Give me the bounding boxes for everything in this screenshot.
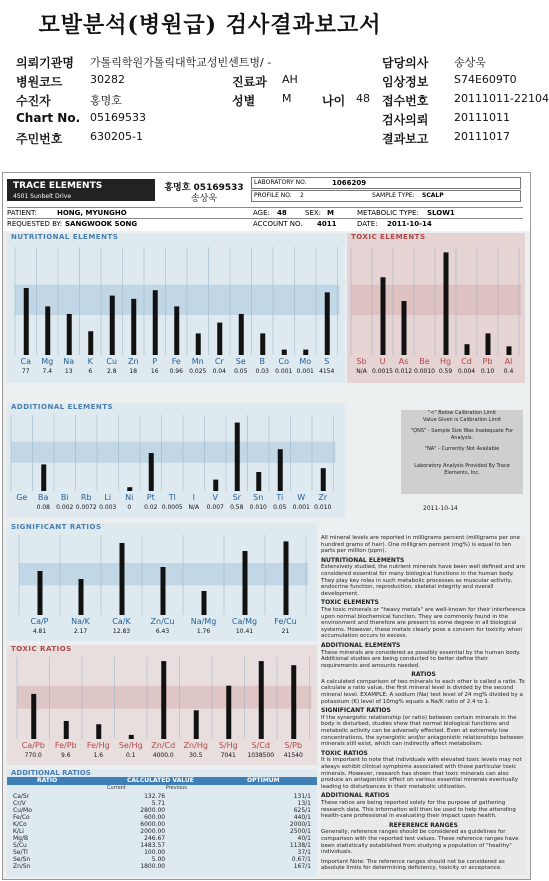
receipt-value: 20111011-22104 [454, 92, 549, 105]
ratio-name: Mg/B [13, 835, 29, 842]
ratio-name: Cr/V [13, 800, 26, 807]
bar-V [213, 480, 218, 491]
ratio-current: 132.76 [144, 793, 166, 800]
value-Fe/Pb: 9.6 [60, 752, 71, 759]
ratio-current: 6000.00 [140, 821, 166, 828]
bar-Mg [45, 306, 50, 355]
label-Ca: Ca [20, 357, 31, 366]
label-Sr: Sr [232, 493, 241, 502]
ratio-row [11, 842, 313, 849]
patient-label: 수진자 [16, 94, 51, 108]
bar-Ca [24, 288, 29, 355]
value-W: 0.001 [292, 504, 310, 511]
ratio-optimum: 625/1 [293, 807, 311, 814]
ratio-previous [167, 807, 230, 814]
bar-Co [282, 350, 287, 355]
bar-Na/K [79, 579, 84, 615]
value-Na: 13 [64, 368, 73, 375]
value-Na/K: 2.17 [73, 628, 88, 635]
label-Ca/P: Ca/P [30, 617, 49, 626]
dept-label: 진료과 [232, 75, 267, 89]
bar-Pt [149, 453, 154, 491]
ratio-previous [167, 849, 230, 856]
label-Cr: Cr [214, 357, 224, 366]
ratio-row [11, 821, 313, 828]
bar-Cr [217, 323, 222, 355]
label-Cd: Cd [461, 357, 472, 366]
bar-As [402, 301, 407, 355]
chart-no-label: Chart No. [16, 111, 81, 125]
ratio-row [11, 807, 313, 814]
bar-Zn/Cd [161, 661, 166, 739]
legend-box: "<" Below Calibration Limit Value Given is Calibration Limit "QNS" - Sample Size Was Inadequate For Analysis. "NA" - Currently Not Available Laboratory Analysis Provided By Trace Elements, Inc. [401, 410, 523, 494]
resident-id-label: 주민번호 [16, 132, 63, 146]
significant-chart [7, 523, 317, 641]
ratio-optimum: 2500/1 [289, 828, 311, 835]
label-Se/Hg: Se/Hg [118, 741, 143, 750]
value-Pt: 0.02 [144, 504, 158, 511]
value-Sr: 0.58 [230, 504, 244, 511]
label-Ca/Pb: Ca/Pb [21, 741, 45, 750]
report-title: 모발분석(병원급) 검사결과보고서 [38, 12, 382, 38]
report-date-label: 결과보고 [382, 132, 429, 146]
label-W: W [297, 493, 306, 502]
bar-Ti [278, 449, 283, 491]
value-B: 0.03 [255, 368, 269, 375]
bar-Ca/P [38, 571, 43, 615]
sex-value: M [282, 92, 292, 105]
bar-B [260, 333, 265, 355]
bar-Ca/Mg [243, 551, 248, 615]
age-value: 48 [356, 92, 370, 105]
label-Sb: Sb [356, 357, 367, 366]
value-Mn: 0.025 [189, 368, 207, 375]
label-Hg: Hg [439, 357, 452, 366]
additional-ratios-table [11, 793, 313, 870]
bar-Sn [256, 472, 261, 491]
ratio-optimum: 40/1 [297, 835, 311, 842]
bar-Fe/Hg [96, 724, 101, 739]
additional-ratios-panel: ADDITIONAL RATIOS RATIO CALCULATED VALUE OPTIMUM Current Previous Ca/Sr 132.76 131/1 Cr/V 5.71 13/1 Cu/Mo 2800.00 625/1 Fe/Co 600.00 440/1 K/Co 6000.00 2000/1 K/Li 2000.00 2500/1 Mg/B 246.67 40/1 S/Cu 1483.57 1138/1 Se/Tl 100.00 37/1 Se/Sn 5.00 0.67/1 Zn/Sn 1800.00 167/1 [7, 769, 317, 877]
bar-S/Cd [259, 661, 264, 739]
ratio-current: 246.67 [144, 835, 166, 842]
ratio-previous [167, 814, 230, 821]
signature-date: 2011-10-14 [423, 505, 458, 512]
label-Zn/Hg: Zn/Hg [183, 741, 208, 750]
ratio-name: S/Cu [13, 842, 27, 849]
ratio-name: Ca/Sr [13, 793, 30, 800]
value-Sn: 0.010 [249, 504, 267, 511]
label-Li: Li [104, 493, 112, 502]
label-Se: Se [235, 357, 246, 366]
bar-Cd [465, 344, 470, 355]
additional-ratios-title: ADDITIONAL RATIOS [11, 769, 91, 777]
value-Zn/Cu: 6.43 [155, 628, 170, 635]
ratio-current: 5.00 [151, 856, 166, 863]
label-U: U [379, 357, 386, 366]
label-Sn: Sn [253, 493, 264, 502]
significant-ratios-panel [7, 523, 317, 641]
value-Mo: 0.001 [296, 368, 314, 375]
bar-Zn/Cu [161, 567, 166, 615]
value-Fe/Cu: 21 [281, 628, 290, 635]
resident-id-value: 630205-1 [90, 130, 143, 143]
value-Cr: 0.04 [212, 368, 226, 375]
value-Zn/Hg: 30.5 [189, 752, 203, 759]
label-Pt: Pt [146, 493, 155, 502]
significant-title: SIGNIFICANT RATIOS [11, 523, 102, 531]
ratio-current: 2800.00 [140, 807, 166, 814]
patient-value: 홍명호 [90, 94, 122, 107]
bar-P [153, 290, 158, 355]
value-U: 0.0015 [372, 368, 393, 375]
request-date-value: 20111011 [454, 111, 510, 124]
bar-Fe [174, 306, 179, 355]
sex-label: 성별 [232, 94, 256, 108]
label-I: I [192, 493, 195, 502]
additional-chart [7, 403, 345, 518]
value-Ca/Pb: 770.0 [24, 752, 42, 759]
institution-value: 가톨릭학원가톨릭대학교성빈센트병/ - [90, 56, 272, 69]
toxic-ratios-panel [7, 645, 317, 765]
report-date-value: 20111017 [454, 130, 510, 143]
value-Ca: 77 [21, 368, 30, 375]
label-B: B [259, 357, 265, 366]
lab-logo: TRACE ELEMENTS 4501 Sunbelt Drive [7, 179, 155, 201]
hair-analysis-report-scan [2, 172, 531, 880]
value-As: 0.012 [394, 368, 413, 375]
value-Be: 0.0010 [414, 368, 435, 375]
ratio-name: Se/Sn [13, 856, 31, 863]
ratio-previous [167, 828, 230, 835]
value-Zn: 18 [129, 368, 138, 375]
ratio-name: Zn/Sn [13, 863, 31, 870]
value-Tl: 0.0005 [161, 504, 183, 511]
bar-Se/Hg [129, 735, 134, 739]
ratio-optimum: 1138/1 [289, 842, 311, 849]
ratio-previous [167, 835, 230, 842]
value-P: 16 [150, 368, 159, 375]
ratio-previous [167, 842, 230, 849]
doctor-label: 담당의사 [382, 56, 429, 70]
ratio-previous [167, 856, 230, 863]
bar-Se [239, 314, 244, 355]
patient-stamp: 홍명호 05169533 송상욱 [164, 183, 244, 204]
value-Se: 0.05 [234, 368, 248, 375]
value-Ti: 0.05 [273, 504, 287, 511]
normal-range-band [351, 285, 521, 315]
ratio-previous [167, 800, 230, 807]
nutritional-chart [7, 233, 345, 383]
value-Ca/Mg: 10.41 [235, 628, 254, 635]
value-Sb: N/A [356, 368, 367, 375]
bar-Sr [235, 423, 240, 491]
value-I: N/A [188, 504, 200, 511]
ratio-optimum: 0.67/1 [291, 856, 311, 863]
value-Li: 0.003 [99, 504, 117, 511]
label-Fe/Pb: Fe/Pb [54, 741, 77, 750]
value-Fe/Hg: 1.6 [93, 752, 104, 759]
hospital-code-label: 병원코드 [16, 75, 63, 89]
ratio-row [11, 828, 313, 835]
hospital-code-value: 30282 [90, 73, 125, 86]
label-Ca/K: Ca/K [112, 617, 131, 626]
report-header [3, 173, 530, 231]
ratio-row [11, 800, 313, 807]
ratio-row [11, 863, 313, 870]
label-Ca/Mg: Ca/Mg [231, 617, 258, 626]
label-Zn/Cu: Zn/Cu [150, 617, 175, 626]
bar-S/Pb [291, 665, 296, 739]
value-Co: 0.001 [275, 368, 293, 375]
ratio-row [11, 849, 313, 856]
value-Na/Mg: 1.76 [196, 628, 211, 635]
bar-Fe/Pb [64, 721, 69, 739]
label-Na/K: Na/K [71, 617, 90, 626]
label-Zr: Zr [318, 493, 328, 502]
label-Zn: Zn [127, 357, 139, 366]
additional-elements-panel [7, 403, 345, 518]
normal-range-band [11, 442, 336, 463]
value-S: 4154 [319, 368, 335, 375]
clinical-info-value: S74E609T0 [454, 73, 517, 86]
value-Cu: 2.8 [106, 368, 117, 375]
value-Cd: 0.004 [457, 368, 476, 375]
ratio-row [11, 793, 313, 800]
ratio-current: 1483.57 [140, 842, 166, 849]
bar-Pb [486, 333, 491, 355]
ratio-name: K/Li [13, 828, 24, 835]
bar-Mo [303, 350, 308, 355]
label-Zn/Cd: Zn/Cd [151, 741, 176, 750]
label-As: As [398, 357, 409, 366]
value-Rb: 0.0072 [75, 504, 97, 511]
receipt-label: 접수번호 [382, 94, 429, 108]
clinical-info-label: 임상정보 [382, 75, 429, 89]
label-Ni: Ni [125, 493, 134, 502]
doctor-value: 송상욱 [454, 56, 486, 69]
toxic-title: TOXIC ELEMENTS [351, 233, 426, 241]
bar-Zr [321, 468, 326, 491]
bar-Na/Mg [202, 591, 207, 615]
label-Be: Be [419, 357, 430, 366]
bar-Fe/Cu [284, 541, 289, 615]
label-Cu: Cu [106, 357, 118, 366]
label-S/Cd: S/Cd [251, 741, 270, 750]
label-Ge: Ge [16, 493, 28, 502]
label-Ba: Ba [38, 493, 49, 502]
value-S/Pb: 41540 [283, 752, 303, 759]
label-Na: Na [63, 357, 75, 366]
nutritional-elements-panel [7, 233, 345, 383]
label-P: P [152, 357, 158, 366]
ratio-previous [167, 863, 230, 870]
bar-Zn/Hg [194, 710, 199, 739]
bar-Na [67, 314, 72, 355]
bar-Ba [41, 464, 46, 491]
ratio-previous [167, 793, 230, 800]
label-Co: Co [278, 357, 289, 366]
ratio-current: 600.00 [144, 814, 166, 821]
value-Ba: 0.08 [36, 504, 50, 511]
value-Bi: 0.002 [56, 504, 74, 511]
value-Ca/P: 4.81 [32, 628, 47, 635]
ratio-optimum: 13/1 [297, 800, 311, 807]
age-label: 나이 [322, 94, 346, 108]
bar-Ca/K [120, 543, 125, 615]
ratio-row [11, 814, 313, 821]
label-S: S [324, 357, 330, 366]
value-K: 6 [88, 368, 93, 375]
request-date-label: 검사의뢰 [382, 113, 429, 127]
label-Pb: Pb [482, 357, 493, 366]
value-Zr: 0.010 [314, 504, 332, 511]
toxic-elements-panel [347, 233, 525, 383]
bar-Ni [127, 487, 132, 491]
value-Pb: 0.10 [480, 368, 495, 375]
ratio-optimum: 131/1 [293, 793, 311, 800]
label-Bi: Bi [60, 493, 69, 502]
ratio-optimum: 2000/1 [289, 821, 311, 828]
value-Hg: 0.59 [438, 368, 453, 375]
bar-Ca/Pb [31, 694, 36, 739]
label-Mg: Mg [41, 357, 54, 366]
chart-no-value: 05169533 [90, 111, 146, 124]
ratio-current: 5.71 [151, 800, 166, 807]
label-Fe/Cu: Fe/Cu [274, 617, 297, 626]
label-K: K [87, 357, 93, 366]
ratio-optimum: 37/1 [297, 849, 311, 856]
bar-S/Hg [226, 686, 231, 739]
label-V: V [212, 493, 218, 502]
bar-Zn [131, 299, 136, 355]
additional-title: ADDITIONAL ELEMENTS [11, 403, 114, 411]
label-Fe: Fe [171, 357, 181, 366]
label-Tl: Tl [168, 493, 176, 502]
bar-Al [507, 346, 512, 355]
value-Fe: 0.96 [169, 368, 183, 375]
bar-Hg [444, 252, 449, 355]
order-header [0, 50, 549, 150]
value-Se/Hg: 0.1 [125, 752, 136, 759]
additional-ratios-header: RATIO CALCULATED VALUE OPTIMUM [7, 777, 317, 785]
bar-K [88, 331, 93, 355]
nutritional-title: NUTRITIONAL ELEMENTS [11, 233, 119, 241]
ratio-row [11, 835, 313, 842]
value-Ni: 0 [127, 504, 132, 511]
lab-info-table: LABORATORY NO. 1066209 PROFILE NO. 2 SAMPLE TYPE: SCALP [251, 177, 521, 203]
bar-U [381, 277, 386, 355]
ratio-name: Se/Tl [13, 849, 28, 856]
toxic-ratios-chart [7, 645, 317, 765]
value-Al: 0.4 [503, 368, 514, 375]
label-S/Pb: S/Pb [284, 741, 303, 750]
reference-text: All mineral levels are reported in milligrams percent (milligrams per one hundred grams of hair). One milligram percent (mg%) is equal to ten parts per million (ppm). NUTRITIONAL ELEMENTS Extensively studied, the nutrient minerals have been well defined and are considered essential for many biological functions in the human body. They play key roles in such metabolic processes as muscular activity, endocrine function, reproduction, skeletal integrity and overall development. TOXIC ELEMENTS The toxic minerals or "heavy metals" are well-known for their interference upon normal biochemical function. They are commonly found in the environment and therefore are present to some degree in all biological systems. However, these metals clearly pose a concern for toxicity when accumulation occurs to excess. ADDITIONAL ELEMENTS These minerals are considered as possibly essential by the human body. Additional studies are being conducted to better define their requirements and amounts needed. RATIOS A calculated comparison of two minerals to each other is called a ratio. To calculate a ratio value, the first mineral level is divided by the second mineral level. EXAMPLE: A sodium (Na) test level of 24 mg% divided by a potassium (K) level of 10mg% equals a Na/K ratio of 2.4 to 1. SIGNIFICANT RATIOS If the synergistic relationship (or ratio) between certain minerals in the body is disturbed, studies show that normal biological functions and metabolic activity can be adversely effected. Even at extremely low concentrations, the synergistic and/or antagonistic relationships between minerals still exist, which can indirectly affect metabolism. TOXIC RATIOS It is important to note that individuals with elevated toxic levels may not always exhibit clinical symptoms associated with those particular toxic minerals. However, research has shown that toxic minerals can also produce an antagonistic effect on various essential minerals eventually leading to disturbances in their metabolic utilization. ADDITIONAL RATIOS These ratios are being reported solely for the purpose of gathering research data. This information will then be used to help the attending health-care professional in evaluating their impact upon health. REFERENCE RANGES Generally, reference ranges should be considered as guidelines for comparison with the reported test values. These reference ranges have been statistically established from studying a population of "healthy" individuals. Important Note: The reference ranges should not be considered as absolute limits for determining deficiency, toxicity or acceptance. [321, 535, 526, 875]
label-Ti: Ti [276, 493, 284, 502]
label-Rb: Rb [80, 493, 92, 502]
value-Mg: 7.4 [42, 368, 53, 375]
ratio-current: 1800.00 [140, 863, 166, 870]
institution-label: 의뢰기관명 [16, 56, 74, 70]
ratio-current: 2000.00 [140, 828, 166, 835]
toxic-chart [347, 233, 525, 383]
patient-info: PATIENT: HONG, MYUNGHO AGE: 48 SEX: M METABOLIC TYPE: SLOW1 REQUESTED BY: SANGWOOK SONG ACCOUNT NO. 4011 DATE: 2011-10-14 [7, 207, 523, 229]
label-S/Hg: S/Hg [218, 741, 238, 750]
ratio-optimum: 440/1 [293, 814, 311, 821]
bar-Cu [110, 296, 115, 355]
label-Mn: Mn [191, 357, 204, 366]
toxic-ratios-title: TOXIC RATIOS [11, 645, 72, 653]
label-Al: Al [504, 357, 513, 366]
label-Mo: Mo [299, 357, 312, 366]
bar-S [325, 292, 330, 355]
value-Zn/Cd: 4000.0 [152, 752, 174, 759]
label-Fe/Hg: Fe/Hg [86, 741, 110, 750]
ratio-previous [167, 821, 230, 828]
ratio-name: Cu/Mo [13, 807, 32, 814]
value-S/Cd: 1038500 [247, 752, 275, 759]
value-S/Hg: 7041 [220, 752, 236, 759]
value-V: 0.007 [206, 504, 224, 511]
ratio-name: Fe/Co [13, 814, 30, 821]
ratio-name: K/Co [13, 821, 27, 828]
bar-Mn [196, 333, 201, 355]
dept-value: AH [282, 73, 298, 86]
label-Na/Mg: Na/Mg [190, 617, 217, 626]
ratio-current: 100.00 [144, 849, 166, 856]
value-Ca/K: 12.83 [112, 628, 131, 635]
ratio-row [11, 856, 313, 863]
ratio-optimum: 167/1 [293, 863, 311, 870]
